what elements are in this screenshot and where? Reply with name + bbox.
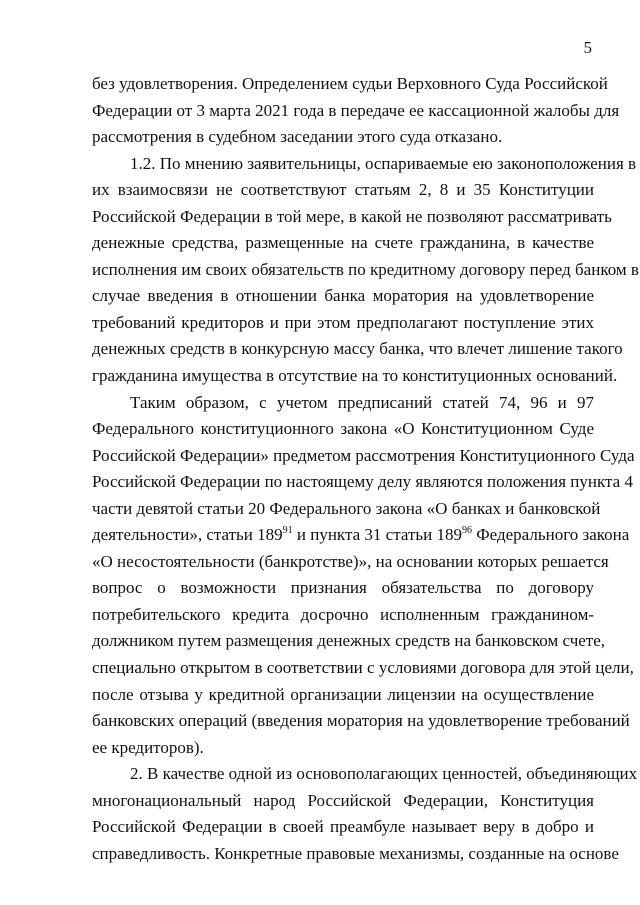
text-line: специально открытом в соответствии с условиями договора для этой цели,: [92, 658, 634, 678]
text-line: денежных средств в конкурсную массу банка, что влечет лишение такого: [92, 339, 623, 359]
article-superscript: 91: [282, 525, 293, 537]
text-line: многонациональный народ Российской Федерации, Конституция: [92, 790, 594, 810]
text-line: 2. В качестве одной из основополагающих ценностей, объединяющих: [130, 764, 638, 784]
text-line: части девятой статьи 20 Федерального закона «О банках и банковской: [92, 498, 601, 518]
text-line: вопрос о возможности признания обязательства по договору: [92, 578, 594, 598]
text-line: Российской Федерации в своей преамбуле называет веру в добро и: [92, 817, 594, 837]
text-line: исполнения им своих обязательств по кредитному договору перед банком в: [92, 259, 639, 279]
text-line: гражданина имущества в отсутствие на то конституционных оснований.: [92, 366, 618, 386]
text-line: Российской Федерации в той мере, в какой не позволяют рассматривать: [92, 206, 612, 226]
text-line: [92, 522, 630, 549]
text-line: требований кредиторов и при этом предполагают поступление этих: [92, 312, 594, 332]
text-line: Таким образом, с учетом предписаний статей 74, 96 и 97: [130, 392, 594, 412]
text-line: потребительского кредита досрочно исполненным гражданином-: [92, 604, 594, 624]
text-line: Российской Федерации по настоящему делу являются положения пункта 4: [92, 472, 633, 492]
text-segment: и пункта 31 статьи 189: [292, 525, 462, 545]
text-line: случае введения в отношении банка моратория на удовлетворение: [92, 286, 594, 306]
text-line: должником путем размещения денежных средств на банковском счете,: [92, 631, 606, 651]
text-line: Федерального конституционного закона «О Конституционном Суде: [92, 419, 594, 439]
text-line: 1.2. По мнению заявительницы, оспариваемые ею законоположения в: [130, 153, 637, 173]
text-line: после отзыва у кредитной организации лицензии на осуществление: [92, 684, 594, 704]
text-segment: деятельности», статьи 189: [92, 525, 283, 545]
text-line: их взаимосвязи не соответствуют статьям 2, 8 и 35 Конституции: [92, 180, 594, 200]
text-line: Федерации от 3 марта 2021 года в передаче ее кассационной жалобы для: [92, 100, 620, 120]
article-superscript: 96: [461, 525, 472, 537]
text-line: ее кредиторов).: [92, 737, 204, 757]
document-body: [92, 71, 639, 867]
text-line: банковских операций (введения моратория на удовлетворение требований: [92, 711, 630, 731]
text-line: справедливость. Конкретные правовые механизмы, созданные на основе: [92, 843, 619, 863]
text-line: Российской Федерации» предметом рассмотрения Конституционного Суда: [92, 445, 635, 465]
text-line: без удовлетворения. Определением судьи Верховного Суда Российской: [92, 74, 608, 93]
text-line: «О несостоятельности (банкротстве)», на основании которых решается: [92, 551, 609, 571]
page-number: 5: [583, 38, 592, 57]
text-segment: Федерального закона: [471, 525, 630, 545]
text-line: рассмотрения в судебном заседании этого суда отказано.: [92, 127, 503, 147]
text-line: денежные средства, размещенные на счете гражданина, в качестве: [92, 233, 594, 253]
